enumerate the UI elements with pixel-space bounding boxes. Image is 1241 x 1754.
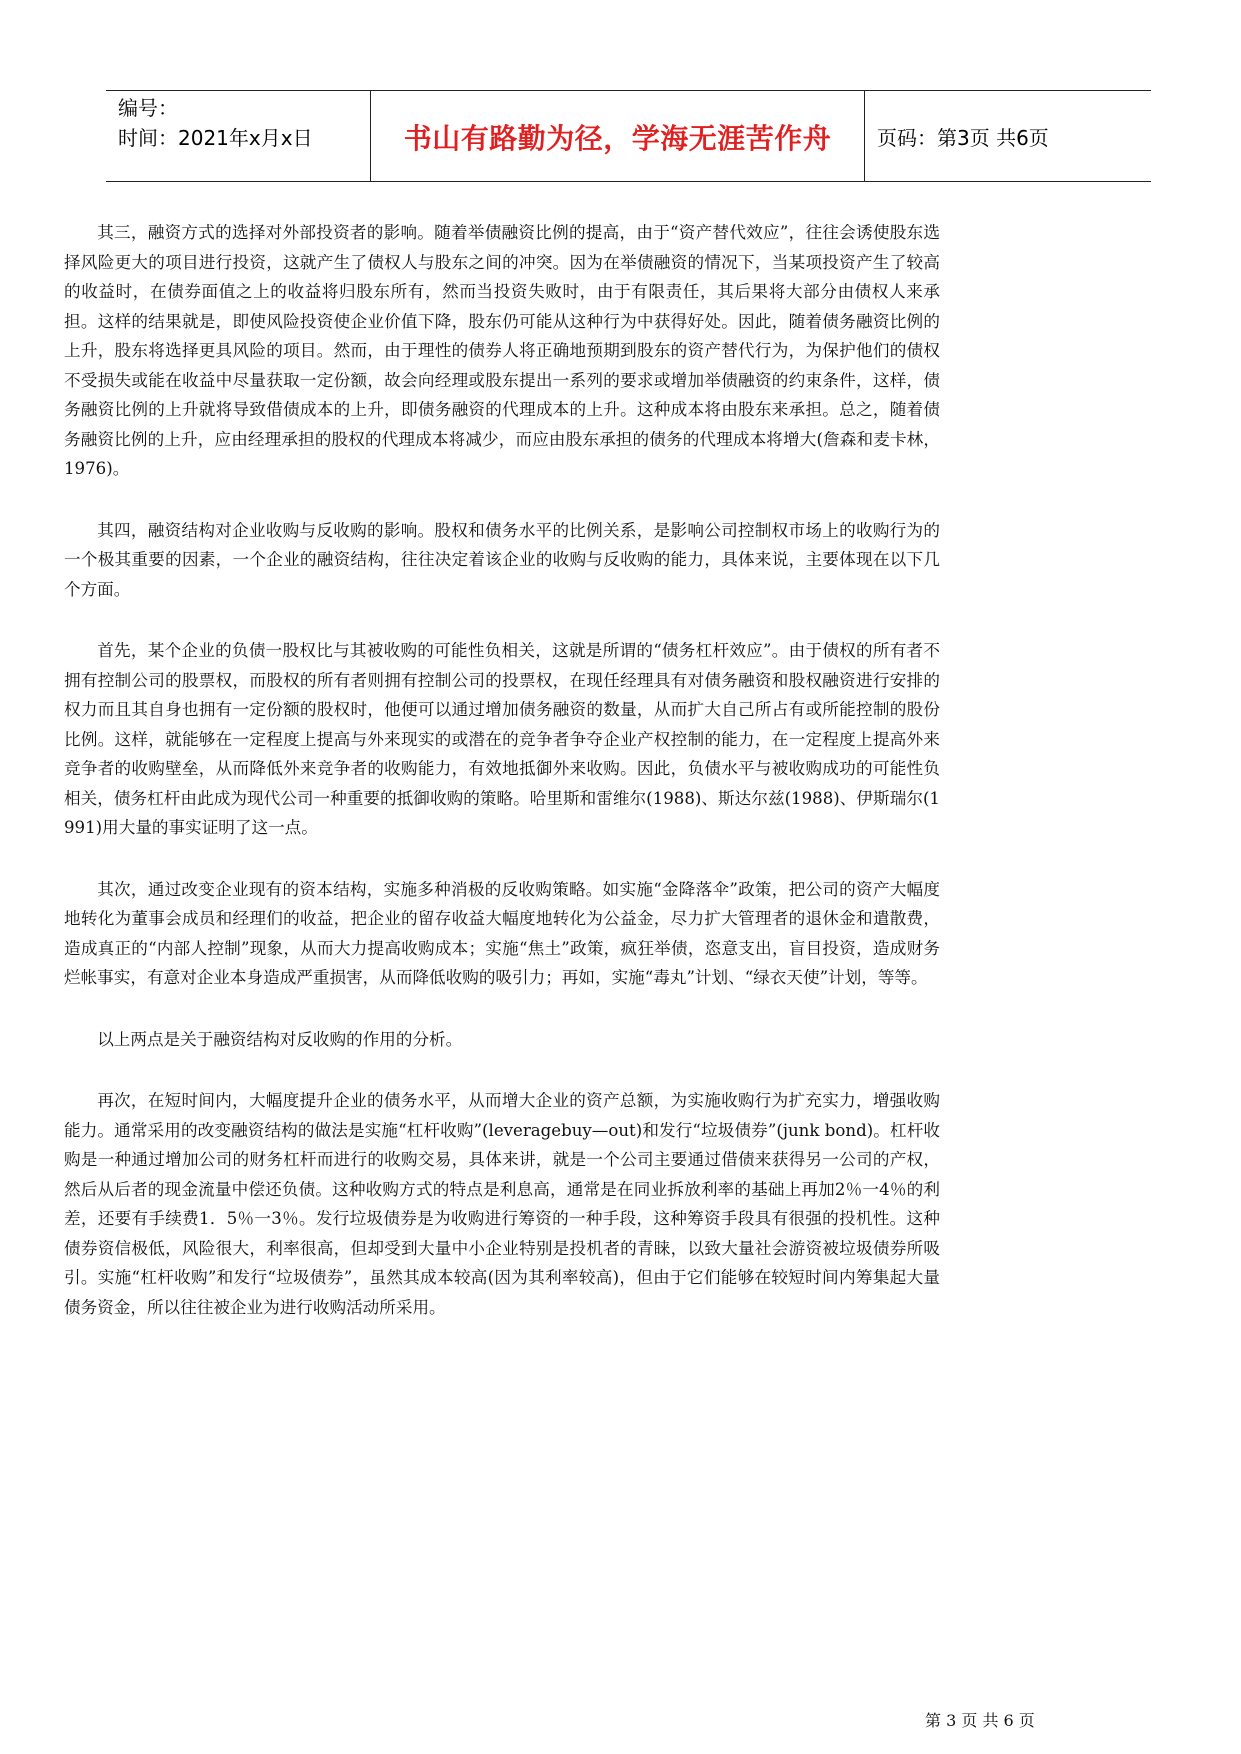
page-footer-number: 第 3 页 共 6 页 <box>925 1711 1035 1730</box>
header-number-label: 编号： <box>118 96 178 120</box>
paragraph-5: 以上两点是关于融资结构对反收购的作用的分析。 <box>97 1029 463 1049</box>
header-time-label: 时间：2021年x月x日 <box>118 126 313 150</box>
header-page-code: 页码：第3页 共6页 <box>877 125 1049 150</box>
document-body <box>64 218 940 1354</box>
paragraph-4: 其次，通过改变企业现有的资本结构，实施多种消极的反收购策略。如实施“金降落伞”政策，把公司的资产大幅度地转化为董事会成员和经理们的收益，把企业的留存收益大幅度地转化为公益金，尽力扩大管理者的退休金和遣散费，造成真正的“内部人控制”现象，从而大力提高收购成本；实施“焦土”政策，疯狂举债，恣意支出，盲目投资，造成财务烂帐事实，有意对企业本身造成严重损害，从而降低收购的吸引力；再如，实施“毒丸”计划、“绿衣天使”计划，等等。 <box>64 879 940 987</box>
paragraph-6: 再次，在短时间内，大幅度提升企业的债务水平，从而增大企业的资产总额，为实施收购行为扩充实力，增强收购能力。通常采用的改变融资结构的做法是实施“杠杆收购”(leveragebuy—out)和发行“垃圾债券”(junk bond)。杠杆收购是一种通过增加公司的财务杠杆而进行的收购交易，具体来讲，就是一个公司主要通过借债来获得另一公司的产权，然后从后者的现金流量中偿还负债。这种收购方式的特点是利息高，通常是在同业拆放利率的基础上再加2％一4％的利差，还要有手续费1．5％一3％。发行垃圾债券是为收购进行筹资的一种手段，这种筹资手段具有很强的投机性。这种债券资信极低，风险很大，利率很高，但却受到大量中小企业特别是投机者的青睐，以致大量社会游资被垃圾债券所吸引。实施“杠杆收购”和发行“垃圾债券”，虽然其成本较高(因为其利率较高)，但由于它们能够在较短时间内筹集起大量债务资金，所以往往被企业为进行收购活动所采用。 <box>64 1091 940 1317</box>
page-header <box>106 90 1151 182</box>
header-info-cell <box>106 91 371 181</box>
header-page-code-cell <box>865 91 1151 181</box>
paragraph-1: 其三，融资方式的选择对外部投资者的影响。随着举债融资比例的提高，由于“资产替代效应”，往往会诱使股东选择风险更大的项目进行投资，这就产生了债权人与股东之间的冲突。因为在举债融资的情况下，当某项投资产生了较高的收益时，在债券面值之上的收益将归股东所有，然而当投资失败时，由于有限责任，其后果将大部分由债权人来承担。这样的结果就是，即使风险投资使企业价值下降，股东仍可能从这种行为中获得好处。因此，随着债务融资比例的上升，股东将选择更具风险的项目。然而，由于理性的债券人将正确地预期到股东的资产替代行为，为保护他们的债权不受损失或能在收益中尽量获取一定份额，故会向经理或股东提出一系列的要求或增加举债融资的约束条件，这样，债务融资比例的上升就将导致借债成本的上升，即债务融资的代理成本的上升。这种成本将由股东来承担。总之，随着债务融资比例的上升，应由经理承担的股权的代理成本将减少，而应由股东承担的债务的代理成本将增大(詹森和麦卡林，1976)。 <box>64 223 940 478</box>
paragraph-3: 首先，某个企业的负债一股权比与其被收购的可能性负相关，这就是所谓的“债务杠杆效应”。由于债权的所有者不拥有控制公司的股票权，而股权的所有者则拥有控制公司的投票权，在现任经理具有对债务融资和股权融资进行安排的权力而且其自身也拥有一定份额的股权时，他便可以通过增加债务融资的数量，从而扩大自己所占有或所能控制的股份比例。这样，就能够在一定程度上提高与外来现实的或潜在的竞争者争夺企业产权控制的能力，在一定程度上提高外来竞争者的收购壁垒，从而降低外来竞争者的收购能力，有效地抵御外来收购。因此，负债水平与被收购成功的可能性负相关，债务杠杆由此成为现代公司一种重要的抵御收购的策略。哈里斯和雷维尔(1988)、斯达尔兹(1988)、伊斯瑞尔(1991)用大量的事实证明了这一点。 <box>64 641 940 837</box>
paragraph-2: 其四，融资结构对企业收购与反收购的影响。股权和债务水平的比例关系，是影响公司控制权市场上的收购行为的一个极其重要的因素，一个企业的融资结构，往往决定着该企业的收购与反收购的能力，具体来说，主要体现在以下几个方面。 <box>64 520 940 599</box>
header-motto: 书山有路勤为径，学海无涯苦作舟 <box>403 122 832 155</box>
header-motto-cell <box>371 91 865 181</box>
